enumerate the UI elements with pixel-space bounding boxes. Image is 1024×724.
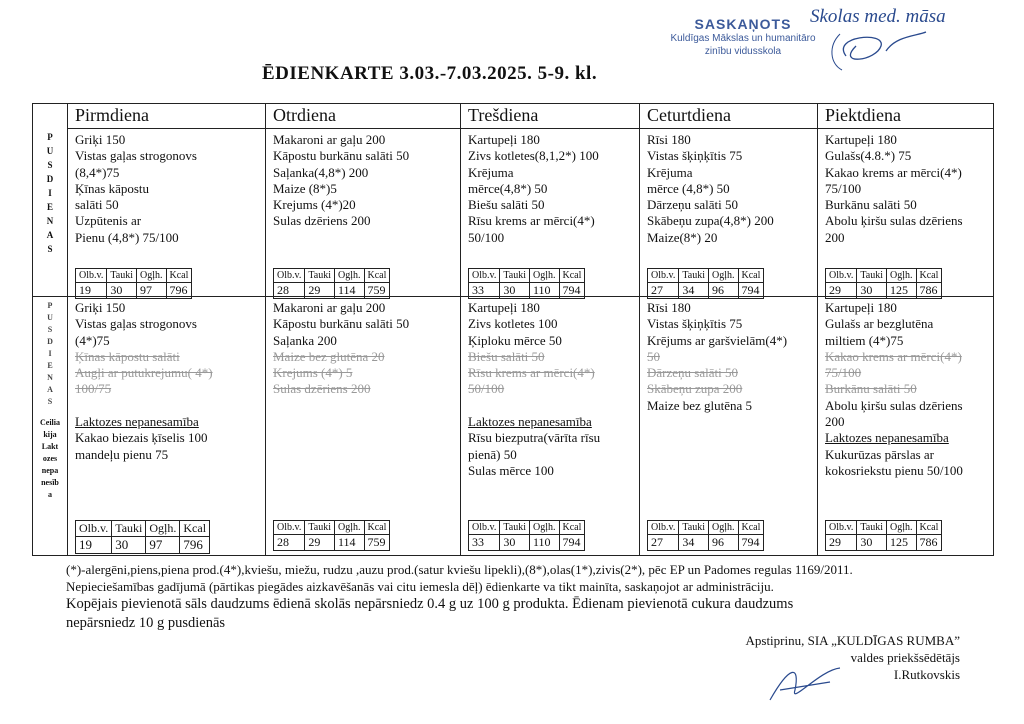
menu-line: pienā) 50 xyxy=(468,446,517,462)
special-menu-4 xyxy=(647,300,813,414)
signature-role: valdes priekšsēdētājs xyxy=(850,650,960,665)
nutrition-value: 33 xyxy=(469,283,500,299)
nutrition-value: 114 xyxy=(335,535,365,551)
day-header-3: Trešdiena xyxy=(468,105,539,125)
lunch-menu-2 xyxy=(273,132,456,230)
nutrition-value: 125 xyxy=(887,535,917,551)
menu-line: Zivs kotletes 100 xyxy=(468,316,558,332)
nutrition-header: Ogļh. xyxy=(709,269,739,283)
footer-notes xyxy=(66,561,986,633)
menu-line: Makaroni ar gaļu 200 xyxy=(273,132,386,147)
nutrition-header: Tauki xyxy=(305,521,335,535)
nutrition-header: Kcal xyxy=(738,521,764,535)
nutrition-header: Kcal xyxy=(559,521,585,535)
menu-line: Vistas šķiņķītis 75 xyxy=(647,316,743,332)
menu-line: Kukurūzas pārslas ar xyxy=(825,446,935,462)
nutrition-header: Ogļh. xyxy=(530,269,560,283)
menu-line: Kartupeļi 180 xyxy=(825,132,897,147)
nutrition-value: 97 xyxy=(146,537,180,554)
nutrition-table xyxy=(273,520,390,551)
nutrition-header: Ogļh. xyxy=(335,521,365,535)
menu-line: Vistas gaļas strogonovs xyxy=(75,148,197,164)
handwritten-note: Skolas med. māsa xyxy=(810,6,946,27)
nutrition-table xyxy=(825,268,942,299)
footer-sugar: nepārsniedz 10 g pusdienās xyxy=(66,615,226,631)
menu-line: Biešu salāti 50 xyxy=(468,348,545,364)
stamp-line-1: Kuldīgas Mākslas un humanitāro xyxy=(670,33,816,44)
menu-line: Burkānu salāti 50 xyxy=(825,381,917,397)
nutrition-value: 786 xyxy=(916,283,942,299)
nutrition-value: 34 xyxy=(679,535,709,551)
menu-line: 75/100 xyxy=(825,180,862,196)
page-title: ĒDIENKARTE 3.03.-7.03.2025. 5-9. kl. xyxy=(262,63,598,84)
nutrition-value: 30 xyxy=(500,283,530,299)
nutrition-header: Tauki xyxy=(857,269,887,283)
nutrition-header: Olb.v. xyxy=(648,269,679,283)
nutrition-header: Tauki xyxy=(857,521,887,535)
nutrition-value: 29 xyxy=(826,283,857,299)
nutrition-table xyxy=(825,520,942,551)
menu-line: miltiem (4*)75 xyxy=(825,332,904,348)
lunch-menu-1 xyxy=(75,132,261,246)
nutrition-value: 27 xyxy=(648,283,679,299)
nutrition-header: Olb.v. xyxy=(76,269,107,283)
menu-line: salāti 50 xyxy=(75,197,119,213)
nutrition-header: Kcal xyxy=(559,269,585,283)
menu-line xyxy=(75,398,261,414)
nutrition-value: 125 xyxy=(887,283,917,299)
menu-line: Kāpostu burkānu salāti 50 xyxy=(273,148,410,164)
nutrition-header: Ogļh. xyxy=(887,521,917,535)
nutrition-value: 30 xyxy=(112,537,146,554)
nutrition-value: 796 xyxy=(180,537,210,554)
nutrition-value: 794 xyxy=(738,535,764,551)
menu-line: Krējums ar garšvielām(4*) xyxy=(647,332,788,348)
nutrition-value: 110 xyxy=(530,535,560,551)
nutrition-value: 97 xyxy=(137,283,167,299)
menu-line: Biešu salāti 50 xyxy=(468,197,545,213)
nutrition-header: Tauki xyxy=(107,269,137,283)
menu-line: Kartupeļi 180 xyxy=(468,132,540,147)
nutrition-table xyxy=(647,268,764,299)
nutrition-header: Kcal xyxy=(738,269,764,283)
special-menu-2 xyxy=(273,300,456,398)
nutrition-value: 19 xyxy=(76,537,112,554)
nutrition-header: Tauki xyxy=(500,521,530,535)
menu-line: Maize (8*)5 xyxy=(273,180,337,196)
day-header-2: Otrdiena xyxy=(273,105,336,125)
nutrition-header: Tauki xyxy=(679,269,709,283)
nutrition-header: Olb.v. xyxy=(826,269,857,283)
menu-line: Abolu ķiršu sulas dzēriens xyxy=(825,213,963,229)
menu-line: Kartupeļi 180 xyxy=(468,300,540,315)
nutrition-header: Olb.v. xyxy=(274,269,305,283)
nutrition-header: Kcal xyxy=(166,269,192,283)
menu-line: Sulas mērce 100 xyxy=(468,462,554,478)
nutrition-header: Kcal xyxy=(916,521,942,535)
menu-line: Rīsu krems ar mērci(4*) xyxy=(468,365,595,381)
menu-line: Dārzeņu salāti 50 xyxy=(647,197,738,213)
stamp-line-2: zinību vidusskola xyxy=(704,46,782,57)
menu-line: 50/100 xyxy=(468,381,505,397)
nutrition-value: 794 xyxy=(559,535,585,551)
lunch-menu-4 xyxy=(647,132,813,246)
menu-line: Laktozes nepanesamība xyxy=(825,430,949,446)
nutrition-table xyxy=(468,520,585,551)
nutrition-value: 110 xyxy=(530,283,560,299)
nutrition-value: 29 xyxy=(826,535,857,551)
menu-line: Kakao krems ar mērci(4*) xyxy=(825,164,962,180)
menu-line: (4*)75 xyxy=(75,332,110,348)
menu-line: Abolu ķiršu sulas dzēriens xyxy=(825,397,963,413)
handwritten-signature-bottom xyxy=(760,660,850,710)
nutrition-value: 114 xyxy=(335,283,365,299)
nutrition-value: 96 xyxy=(709,283,739,299)
nutrition-header: Olb.v. xyxy=(826,521,857,535)
nutrition-table xyxy=(273,268,390,299)
menu-line: Krējuma xyxy=(468,164,514,180)
nutrition-header: Ogļh. xyxy=(335,269,365,283)
nutrition-value: 796 xyxy=(166,283,192,299)
menu-line: Saļanka 200 xyxy=(273,332,337,348)
nutrition-value: 28 xyxy=(274,535,305,551)
nutrition-header: Tauki xyxy=(500,269,530,283)
nutrition-value: 27 xyxy=(648,535,679,551)
nutrition-header: Ogļh. xyxy=(887,269,917,283)
lunch-menu-3 xyxy=(468,132,635,246)
menu-line: Rīsu biezputra(vārīta rīsu xyxy=(468,430,601,446)
menu-line: Saļanka(4,8*) 200 xyxy=(273,164,369,180)
stamp-title: SASKAŅOTS xyxy=(694,16,792,32)
menu-line: Ķiploku mērce 50 xyxy=(468,332,562,348)
menu-line: Gulašs ar bezglutēna xyxy=(825,316,934,332)
menu-line: Uzpūtenis ar xyxy=(75,213,142,229)
nutrition-value: 794 xyxy=(738,283,764,299)
special-menu-1 xyxy=(75,300,261,463)
day-header-4: Ceturtdiena xyxy=(647,105,731,125)
menu-line: Laktozes nepanesamība xyxy=(468,414,592,430)
nutrition-header: Tauki xyxy=(679,521,709,535)
menu-line: Kāpostu burkānu salāti 50 xyxy=(273,316,410,332)
nutrition-header: Kcal xyxy=(364,521,390,535)
menu-line: Rīsi 180 xyxy=(647,300,691,315)
nutrition-value: 30 xyxy=(107,283,137,299)
menu-line: 200 xyxy=(825,414,845,430)
menu-line: Skābeņu zupa 200 xyxy=(647,381,743,397)
nutrition-header: Ogļh. xyxy=(137,269,167,283)
nutrition-value: 29 xyxy=(305,535,335,551)
menu-line: Gulašs(4.8.*) 75 xyxy=(825,148,912,164)
nutrition-header: Kcal xyxy=(180,521,210,537)
signature-name: I.Rutkovskis xyxy=(893,667,960,682)
nutrition-value: 30 xyxy=(857,535,887,551)
menu-line: Makaroni ar gaļu 200 xyxy=(273,300,386,315)
nutrition-header: Ogļh. xyxy=(146,521,180,537)
menu-line: Kakao biezais ķīselis 100 xyxy=(75,430,208,446)
menu-line: Ķīnas kāpostu xyxy=(75,180,150,196)
menu-line: Rīsi 180 xyxy=(647,132,691,147)
signature-company: Apstiprinu, SIA „KULDĪGAS RUMBA” xyxy=(745,633,960,648)
nutrition-table xyxy=(75,268,192,299)
nutrition-value: 33 xyxy=(469,535,500,551)
nutrition-table xyxy=(75,520,210,554)
side-label-special-a: P U S D I E N A S xyxy=(47,301,53,406)
nutrition-header: Olb.v. xyxy=(469,521,500,535)
nutrition-value: 28 xyxy=(274,283,305,299)
nutrition-value: 759 xyxy=(364,535,390,551)
nutrition-table xyxy=(468,268,585,299)
nutrition-value: 96 xyxy=(709,535,739,551)
menu-line: Krejums (4*) 5 xyxy=(273,365,353,381)
footer-allergens: (*)-alergēni,piens,piena prod.(4*),kviešu, miežu, rudzu ,auzu prod.(satur kviešu lipekli),(8*),olas(1*),zivis(2*), pēc EP un Padomes regulas 1169/2011. xyxy=(66,562,853,577)
nutrition-value: 34 xyxy=(679,283,709,299)
footer-salt: Kopējais pievienotā sāls daudzums ēdienā skolās nepārsniedz 0.4 g uz 100 g produkta. Ēdienam pievienotā cukura daudzums xyxy=(66,596,794,612)
nutrition-header: Ogļh. xyxy=(530,521,560,535)
menu-line: Dārzeņu salāti 50 xyxy=(647,365,738,381)
menu-line: mandeļu pienu 75 xyxy=(75,446,169,462)
day-header-1: Pirmdiena xyxy=(75,105,149,125)
footer-changes: Nepieciešamības gadījumā (pārtikas piegādes aizkavēšanās vai citu iemesla dēļ) ēdienkarte va tikt mainīta, saskaņojot ar administrāciju. xyxy=(66,579,774,594)
nutrition-header: Olb.v. xyxy=(648,521,679,535)
side-label-lunch: P U S D I E N A S xyxy=(46,132,54,254)
menu-line: Krejums (4*)20 xyxy=(273,197,356,213)
nutrition-header: Kcal xyxy=(364,269,390,283)
nutrition-value: 19 xyxy=(76,283,107,299)
menu-line: Burkānu salāti 50 xyxy=(825,197,917,213)
nutrition-header: Tauki xyxy=(305,269,335,283)
menu-line: Griķi 150 xyxy=(75,132,126,147)
menu-table xyxy=(32,103,994,556)
nutrition-value: 30 xyxy=(857,283,887,299)
menu-line: Skābeņu zupa(4,8*) 200 xyxy=(647,213,774,229)
menu-line: 75/100 xyxy=(825,365,862,381)
menu-line: 50 xyxy=(647,348,660,364)
menu-line xyxy=(468,398,635,414)
menu-line: Laktozes nepanesamība xyxy=(75,414,199,430)
menu-line: mērce (4,8*) 50 xyxy=(647,180,730,196)
nutrition-header: Olb.v. xyxy=(469,269,500,283)
menu-line: Pienu (4,8*) 75/100 xyxy=(75,229,179,245)
menu-line: Sulas dzēriens 200 xyxy=(273,381,371,397)
nutrition-value: 794 xyxy=(559,283,585,299)
nutrition-value: 29 xyxy=(305,283,335,299)
menu-line: kokosriekstu pienu 50/100 xyxy=(825,462,963,478)
side-label-special-b: Ceilia kija Lakt ozes nepa nesīb a xyxy=(40,418,60,499)
menu-line: Vistas gaļas strogonovs xyxy=(75,316,197,332)
nutrition-header: Olb.v. xyxy=(76,521,112,537)
menu-line: Zivs kotletes(8,1,2*) 100 xyxy=(468,148,599,164)
day-header-5: Piektdiena xyxy=(825,105,901,125)
menu-line: Maize(8*) 20 xyxy=(647,229,718,245)
nutrition-value: 786 xyxy=(916,535,942,551)
menu-line: Maize bez glutēna 5 xyxy=(647,397,753,413)
menu-line: Maize bez glutēna 20 xyxy=(273,348,385,364)
nutrition-value: 30 xyxy=(500,535,530,551)
menu-line: Griķi 150 xyxy=(75,300,126,315)
handwritten-signature-top xyxy=(826,26,936,72)
menu-line: 100/75 xyxy=(75,381,112,397)
approval-stamp xyxy=(658,16,828,58)
nutrition-value: 759 xyxy=(364,283,390,299)
nutrition-header: Kcal xyxy=(916,269,942,283)
menu-line: mērce(4,8*) 50 xyxy=(468,180,548,196)
menu-line: 50/100 xyxy=(468,229,505,245)
menu-line: Ķīnas kāpostu salāti xyxy=(75,348,180,364)
menu-line: Augļi ar putukrejumu( 4*) xyxy=(75,365,213,381)
menu-line: Kakao krems ar mērci(4*) xyxy=(825,348,962,364)
nutrition-header: Olb.v. xyxy=(274,521,305,535)
nutrition-table xyxy=(647,520,764,551)
special-menu-5 xyxy=(825,300,989,479)
special-menu-3 xyxy=(468,300,635,479)
lunch-menu-5 xyxy=(825,132,989,246)
menu-line: Krējuma xyxy=(647,164,693,180)
menu-line: Sulas dzēriens 200 xyxy=(273,213,371,229)
nutrition-header: Ogļh. xyxy=(709,521,739,535)
menu-line: (8,4*)75 xyxy=(75,164,120,180)
menu-line: 200 xyxy=(825,229,845,245)
nutrition-header: Tauki xyxy=(112,521,146,537)
menu-line: Kartupeļi 180 xyxy=(825,300,897,315)
menu-line: Rīsu krems ar mērci(4*) xyxy=(468,213,595,229)
menu-line: Vistas šķiņķītis 75 xyxy=(647,148,743,164)
